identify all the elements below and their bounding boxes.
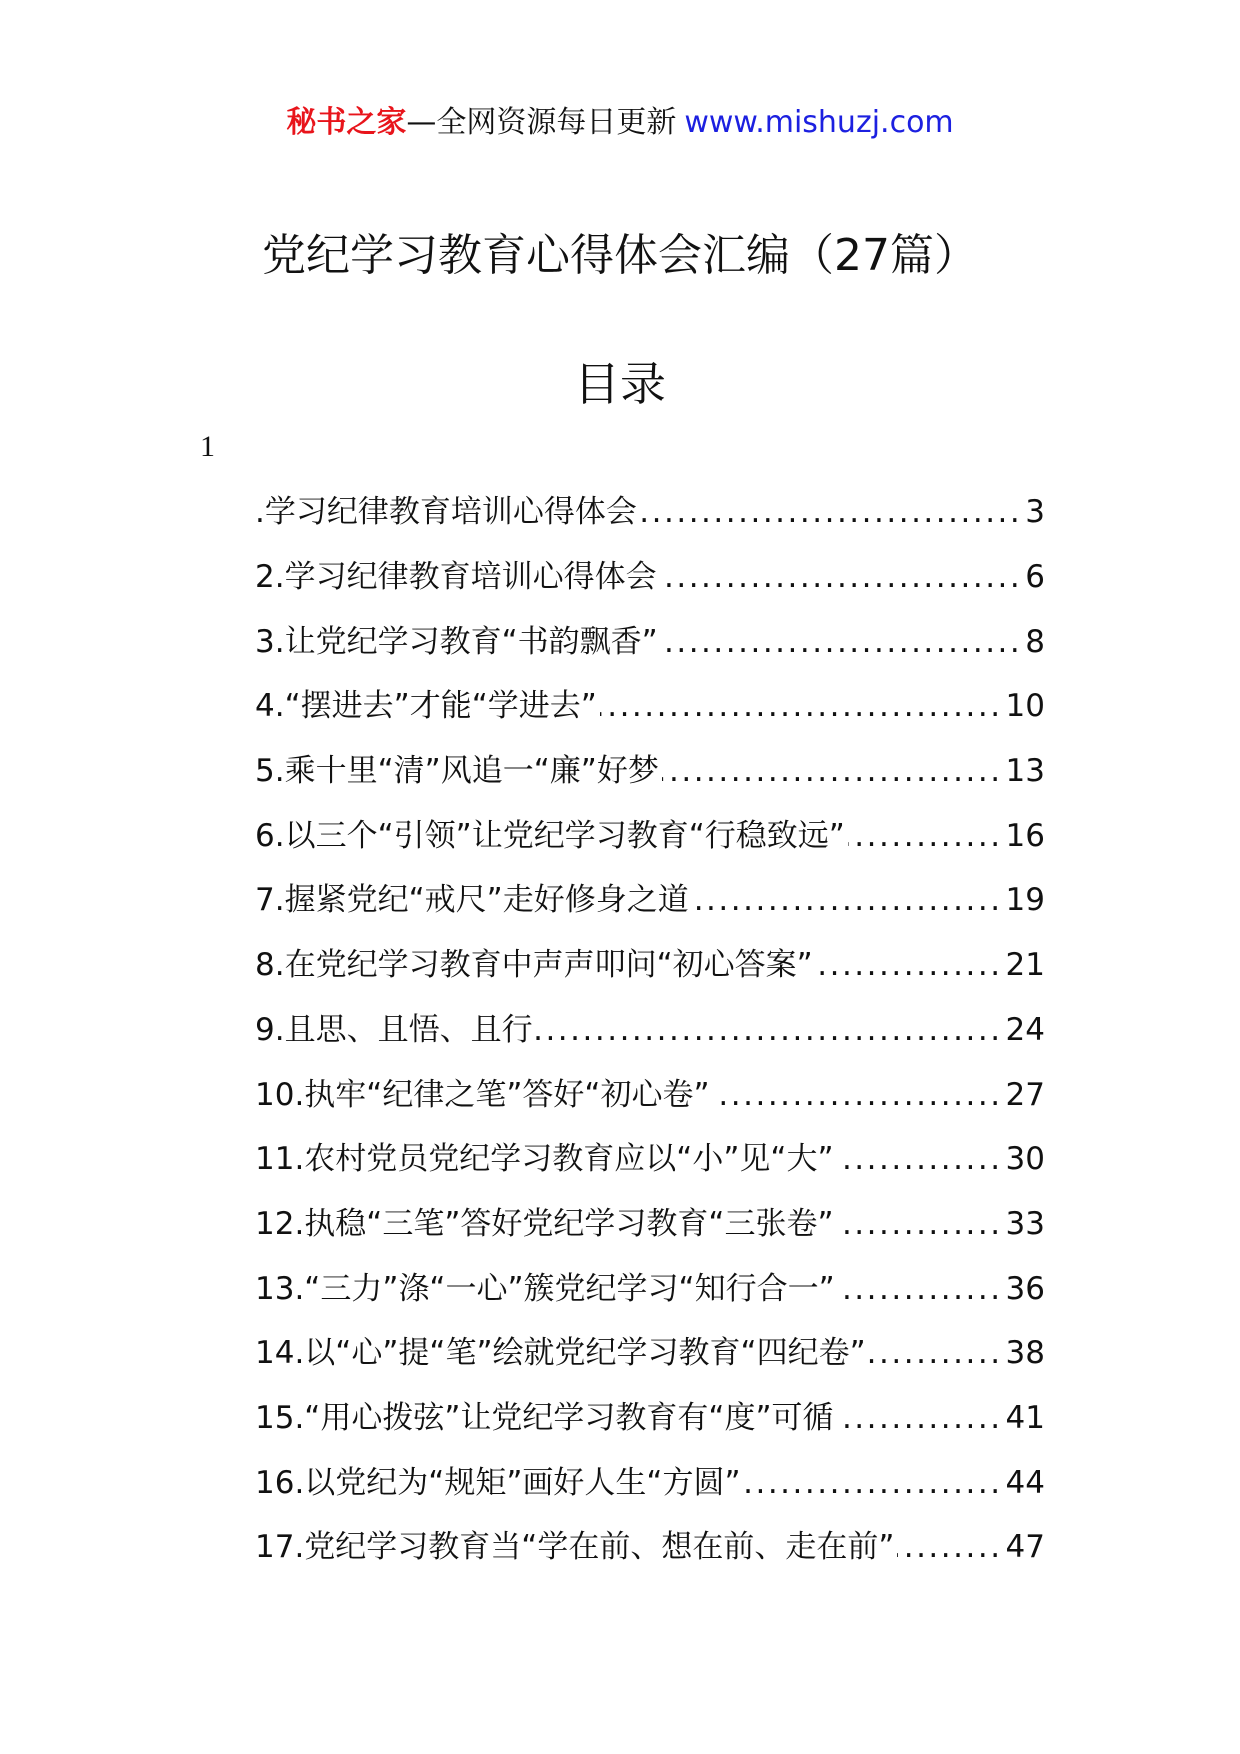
- toc-dot-leader: [536, 1010, 1003, 1050]
- toc-entry-page: 10: [1005, 688, 1045, 725]
- toc-entry-page: 13: [1005, 753, 1045, 790]
- toc-dot-leader: [713, 1075, 1003, 1115]
- toc-entry: [255, 868, 1045, 933]
- toc-entry: [255, 1386, 1045, 1451]
- toc-entry-title: 14.以“心”提“笔”绘就党纪学习教育“四纪卷”: [255, 1335, 866, 1372]
- toc-dot-leader: [640, 492, 1022, 532]
- toc-entry: [255, 1192, 1045, 1257]
- toc-dot-leader: [837, 1204, 1003, 1244]
- table-of-contents: [255, 480, 1045, 1580]
- toc-entry: [255, 803, 1045, 868]
- toc-entry-page: 16: [1005, 817, 1045, 854]
- toc-dot-leader: [838, 1269, 1003, 1309]
- toc-dot-leader: [660, 557, 1023, 597]
- toc-entry-title: .学习纪律教育培训心得体会: [255, 494, 637, 531]
- toc-dot-leader: [744, 1463, 1003, 1503]
- site-url: www.mishuzj.com: [684, 105, 954, 140]
- toc-entry: [255, 1321, 1045, 1386]
- toc-entry: [255, 998, 1045, 1063]
- toc-entry-page: 3: [1025, 494, 1045, 531]
- toc-entry-title: 7.握紧党纪“戒尺”走好修身之道: [255, 882, 689, 919]
- toc-entry: [255, 480, 1045, 545]
- toc-dot-leader: [661, 622, 1023, 662]
- toc-entry: [255, 1062, 1045, 1127]
- toc-entry-title: 11.农村党员党纪学习教育应以“小”见“大”: [255, 1141, 834, 1178]
- toc-entry-page: 24: [1005, 1011, 1045, 1048]
- toc-dot-leader: [600, 686, 1003, 726]
- toc-entry: [255, 739, 1045, 804]
- toc-entry-page: 30: [1005, 1141, 1045, 1178]
- toc-entry: [255, 933, 1045, 998]
- toc-entry: [255, 674, 1045, 739]
- toc-dot-leader: [837, 1398, 1003, 1438]
- toc-dot-leader: [837, 1139, 1003, 1179]
- toc-entry-page: 38: [1005, 1335, 1045, 1372]
- toc-entry-title: 3.让党纪学习教育“书韵飘香”: [255, 623, 658, 660]
- toc-entry-title: 5.乘十里“清”风追一“廉”好梦: [255, 753, 659, 790]
- toc-entry-title: 4.“摆进去”才能“学进去”: [255, 688, 597, 725]
- toc-dot-leader: [662, 751, 1003, 791]
- toc-entry-page: 27: [1005, 1076, 1045, 1113]
- toc-entry: [255, 1450, 1045, 1515]
- toc-dot-leader: [897, 1527, 1002, 1567]
- brand-name: 秘书之家: [286, 105, 407, 140]
- toc-entry-title: 16.以党纪为“规矩”画好人生“方圆”: [255, 1464, 741, 1501]
- toc-entry-page: 19: [1005, 882, 1045, 919]
- toc-entry-title: 9.且思、且悟、且行: [255, 1011, 533, 1048]
- toc-dot-leader: [869, 1333, 1003, 1373]
- toc-entry-page: 33: [1005, 1205, 1045, 1242]
- toc-entry-page: 6: [1025, 559, 1045, 596]
- toc-entry: [255, 545, 1045, 610]
- toc-entry-page: 21: [1005, 947, 1045, 984]
- toc-entry-page: 8: [1025, 623, 1045, 660]
- toc-entry-title: 2.学习纪律教育培训心得体会: [255, 559, 657, 596]
- toc-entry-title: 13.“三力”涤“一心”簇党纪学习“知行合一”: [255, 1270, 835, 1307]
- toc-entry: [255, 1515, 1045, 1580]
- toc-entry-page: 41: [1005, 1399, 1045, 1436]
- page-header: [0, 104, 1240, 142]
- toc-entry-title: 6.以三个“引领”让党纪学习教育“行稳致远”: [255, 817, 845, 854]
- toc-entry-title: 15.“用心拨弦”让党纪学习教育有“度”可循: [255, 1399, 834, 1436]
- toc-entry: [255, 1256, 1045, 1321]
- toc-dot-leader: [692, 880, 1003, 920]
- toc-entry-title: 12.执稳“三笔”答好党纪学习教育“三张卷”: [255, 1205, 834, 1242]
- toc-entry-title: 10.执牢“纪律之笔”答好“初心卷”: [255, 1076, 710, 1113]
- toc-dot-leader: [848, 816, 1003, 856]
- stray-number: 1: [200, 430, 215, 463]
- toc-entry-page: 47: [1005, 1529, 1045, 1566]
- toc-entry-page: 44: [1005, 1464, 1045, 1501]
- toc-entry-title: 8.在党纪学习教育中声声叩问“初心答案”: [255, 947, 813, 984]
- toc-entry: [255, 609, 1045, 674]
- toc-dot-leader: [816, 945, 1003, 985]
- toc-heading: 目录: [574, 357, 666, 411]
- toc-entry-page: 36: [1005, 1270, 1045, 1307]
- toc-entry: [255, 1127, 1045, 1192]
- toc-entry-title: 17.党纪学习教育当“学在前、想在前、走在前”: [255, 1529, 895, 1566]
- document-title: 党纪学习教育心得体会汇编（27篇）: [262, 230, 978, 281]
- header-tagline: —全网资源每日更新: [406, 105, 677, 140]
